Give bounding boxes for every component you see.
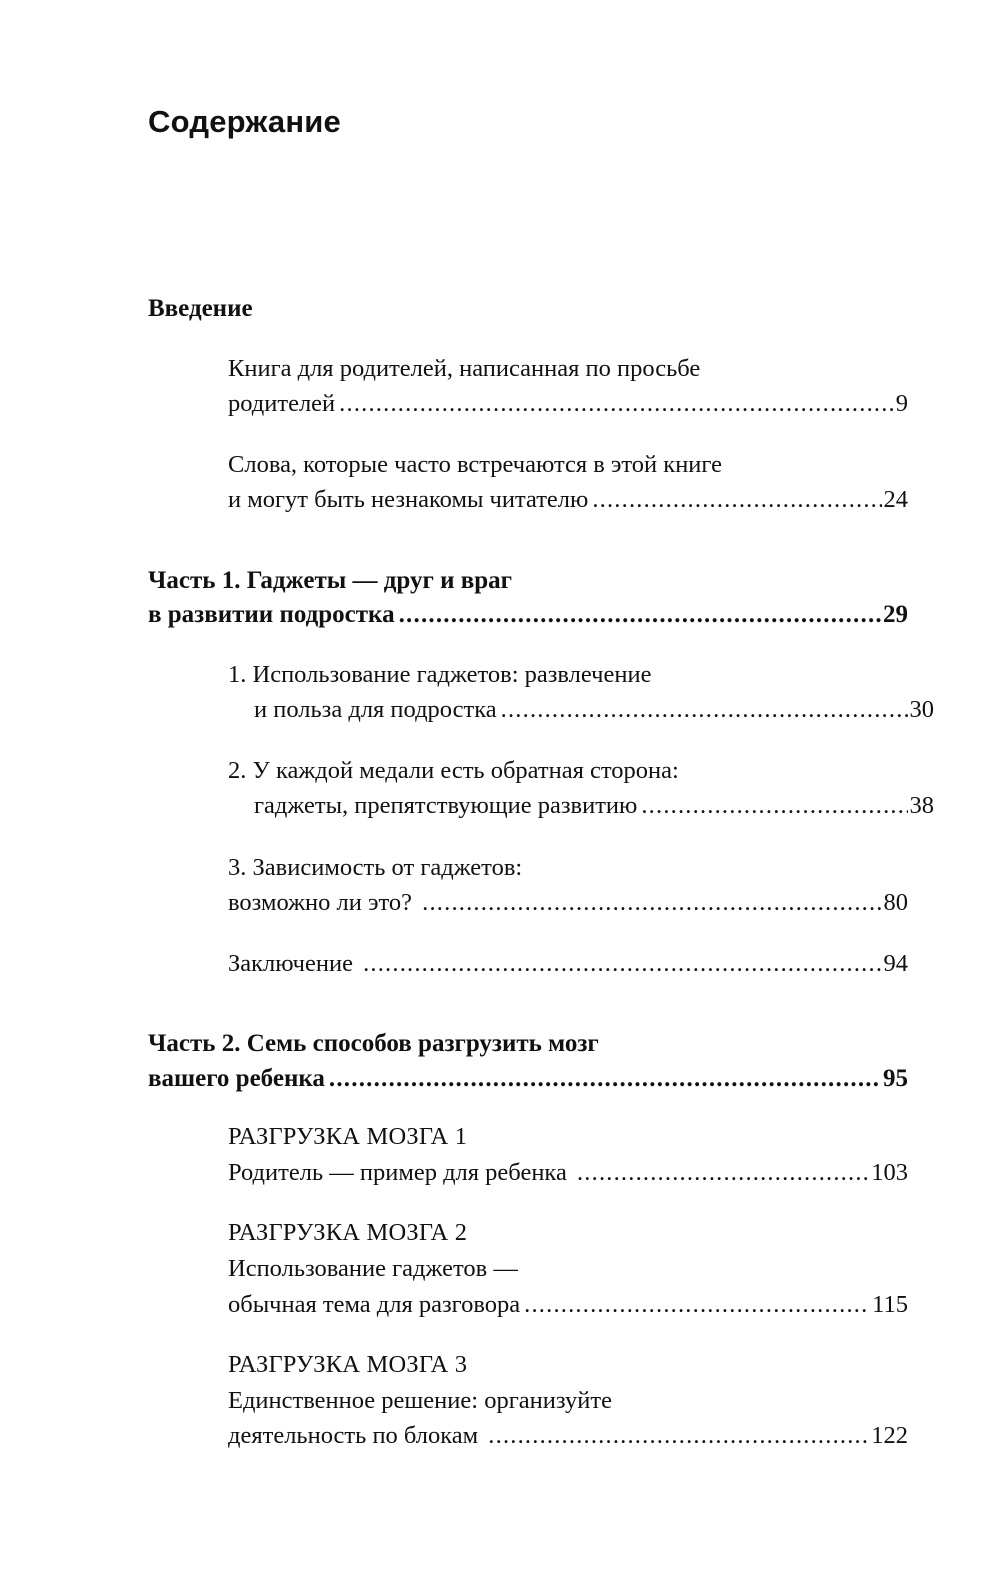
toc-entry-page: 24 — [883, 486, 908, 514]
toc-entry[interactable] — [228, 850, 908, 921]
toc-entry[interactable] — [228, 1120, 908, 1190]
toc-entry-page: 94 — [883, 950, 908, 978]
toc-entry-page: 115 — [872, 1290, 908, 1318]
toc-entry[interactable] — [228, 753, 934, 824]
toc-entry-line: родителей — [228, 389, 336, 417]
toc-section-heading-line: Часть 2. Семь способов разгрузить мозг — [148, 1030, 599, 1058]
toc-entry-line: и польза для подростка — [254, 695, 497, 723]
page-title: Содержание — [148, 104, 341, 139]
toc-section-page: 29 — [883, 601, 908, 629]
toc-entry-line: обычная тема для разговора — [228, 1290, 521, 1318]
toc-entry-line: 1. Использование гаджетов: развлечение — [228, 660, 652, 688]
toc-entry-line: Единственное решение: организуйте — [228, 1386, 612, 1414]
toc-entry[interactable] — [228, 447, 908, 518]
toc-entry-page: 80 — [883, 888, 908, 916]
toc-entry[interactable] — [228, 351, 908, 422]
toc-entry-label: РАЗГРУЗКА МОЗГА 1 — [228, 1123, 468, 1151]
toc-entry-line: возможно ли это? — [228, 888, 419, 916]
toc-content — [148, 104, 934, 1453]
toc-entry-line: 2. У каждой медали есть обратная сторона: — [228, 757, 679, 785]
toc-entry-line: Книга для родителей, написанная по просьбе — [228, 354, 701, 382]
toc-entry[interactable] — [228, 657, 934, 728]
toc-entry-line: 3. Зависимость от гаджетов: — [228, 853, 523, 881]
toc-section-part-1 — [148, 564, 934, 982]
toc-section-part-2 — [148, 1027, 908, 1453]
toc-section-page: 95 — [883, 1064, 908, 1092]
leader-dots — [641, 788, 907, 823]
leader-dots — [501, 692, 908, 727]
toc-section-heading[interactable] — [148, 564, 908, 633]
leader-dots — [363, 946, 881, 981]
leader-dots — [488, 1418, 869, 1453]
toc-entry-page: 30 — [909, 695, 934, 723]
toc-entry-line: Слова, которые часто встречаются в этой книге — [228, 451, 723, 479]
toc-section-heading-line: в развитии подростка — [148, 601, 395, 629]
toc-section-heading-line: Часть 1. Гаджеты — друг и враг — [148, 566, 512, 594]
toc-entry-label: РАЗГРУЗКА МОЗГА 3 — [228, 1350, 468, 1378]
leader-dots — [577, 1155, 869, 1190]
leader-dots — [339, 386, 894, 421]
toc-entry[interactable] — [228, 946, 908, 981]
toc-entry-line: Использование гаджетов — — [228, 1255, 518, 1283]
toc-section-introduction — [148, 292, 908, 518]
toc-entry-page: 9 — [895, 389, 908, 417]
leader-dots — [329, 1062, 881, 1097]
toc-entry-line: гаджеты, препятствующие развитию — [254, 792, 638, 820]
toc-entry-line: деятельность по блокам — [228, 1421, 485, 1449]
toc-entry[interactable] — [228, 1216, 908, 1321]
toc-entry-page: 103 — [871, 1159, 908, 1187]
leader-dots — [592, 482, 881, 517]
toc-entry-label: РАЗГРУЗКА МОЗГА 2 — [228, 1219, 468, 1247]
toc-entry-line: и могут быть незнакомы читателю — [228, 486, 589, 514]
leader-dots — [524, 1287, 870, 1322]
toc-list — [148, 292, 934, 1453]
toc-entry-line: Заключение — [228, 950, 360, 978]
leader-dots — [422, 885, 881, 920]
leader-dots — [399, 598, 881, 633]
toc-entry-page: 122 — [871, 1421, 908, 1449]
toc-section-heading-line: вашего ребенка — [148, 1064, 325, 1092]
toc-entry[interactable] — [228, 1348, 908, 1453]
toc-section-heading: Введение — [148, 295, 253, 322]
toc-section-heading[interactable] — [148, 1027, 908, 1096]
toc-entry-page: 38 — [909, 792, 934, 820]
toc-entry-line: Родитель — пример для ребенка — [228, 1159, 573, 1187]
